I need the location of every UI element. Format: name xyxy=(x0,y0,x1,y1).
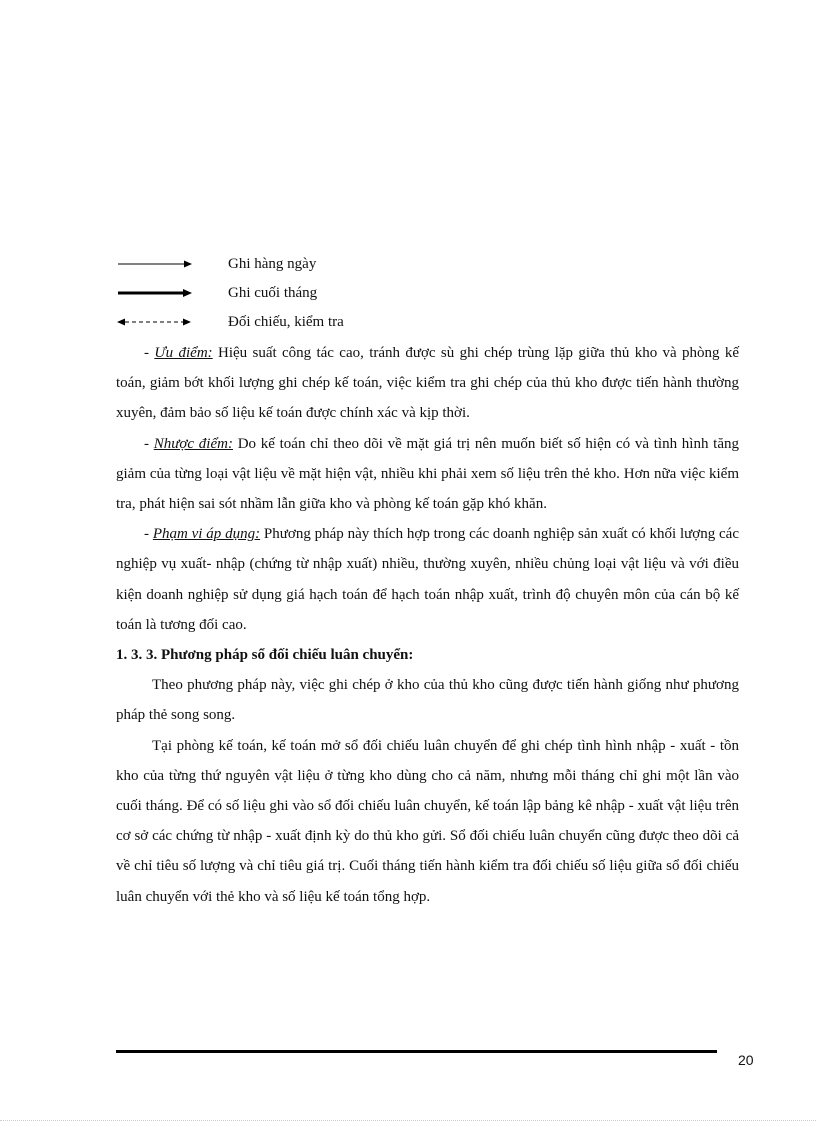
section-paragraph-1: Theo phương pháp này, việc ghi chép ở kho của thủ kho cũng được tiến hành giống như phương pháp thẻ song song. xyxy=(116,677,739,724)
section-heading: 1. 3. 3. Phương pháp sổ đối chiếu luân chuyển: xyxy=(116,647,414,664)
legend-label-monthly: Ghi cuối tháng xyxy=(228,285,318,301)
document-body xyxy=(116,338,739,912)
section-paragraph-2: Tại phòng kế toán, kế toán mở sổ đối chiếu luân chuyển để ghi chép tình hình nhập - xuất - tồn kho của từng thứ nguyên vật liệu ở từng kho dùng cho cả năm, nhưng mỗi tháng chỉ ghi một lần vào cuối tháng. Để có số liệu ghi vào sổ đối chiếu luân chuyển, kế toán lập bảng kê nhập - xuất vật liệu trên cơ sở các chứng từ nhập - xuất định kỳ do thủ kho gửi. Sổ đối chiếu luân chuyển cũng được theo dõi cả về chỉ tiêu số lượng và chỉ tiêu giá trị. Cuối tháng tiến hành kiểm tra đối chiếu số liệu giữa sổ đối chiếu luân chuyển với thẻ kho và số liệu kế toán tổng hợp. xyxy=(116,737,739,905)
dashed-double-arrow-icon xyxy=(116,315,196,329)
disadvantages-term: Nhược điểm: xyxy=(153,435,233,452)
footer-rule xyxy=(116,1050,717,1053)
page-number: 20 xyxy=(738,1052,754,1068)
advantages-paragraph: - Ưu điểm: Hiệu suất công tác cao, tránh được sù ghi chép trùng lặp giữa thủ kho và phòng kế toán, giảm bớt khối lượng ghi chép kế toán, việc kiểm tra ghi chép của thủ kho được tiến hành thường xuyên, đảm bảo số liệu kế toán được chính xác và kịp thời. xyxy=(116,345,740,422)
legend-label-crosscheck: Đối chiếu, kiểm tra xyxy=(228,314,344,330)
disadvantages-paragraph: - Nhược điểm: Do kế toán chỉ theo dõi về mặt giá trị nên muốn biết số hiện có và tình hình tăng giảm của từng loại vật liệu về mặt hiện vật, nhiều khi phải xem số liệu trên thẻ kho. Hơn nữa việc kiểm tra, phát hiện sai sót nhầm lẫn giữa kho và phòng kế toán gặp khó khăn. xyxy=(116,435,740,513)
scope-paragraph: - Phạm vi áp dụng: Phương pháp này thích hợp trong các doanh nghiệp sản xuất có khối lượng các nghiệp vụ xuất- nhập (chứng từ nhập xuất) nhiều, thường xuyên, nhiều chủng loại vật liệu và với điều kiện doanh nghiệp sử dụng giá hạch toán để hạch toán nhập xuất, trình độ chuyên môn của cán bộ kế toán là tương đối cao. xyxy=(116,526,739,633)
legend-label-daily: Ghi hàng ngày xyxy=(228,256,317,272)
advantages-term: Ưu điểm: xyxy=(154,345,213,361)
page-bottom-divider xyxy=(0,1120,816,1121)
bold-arrow-icon xyxy=(116,286,196,300)
thin-arrow-icon xyxy=(116,257,196,271)
scope-term: Phạm vi áp dụng: xyxy=(152,526,261,543)
